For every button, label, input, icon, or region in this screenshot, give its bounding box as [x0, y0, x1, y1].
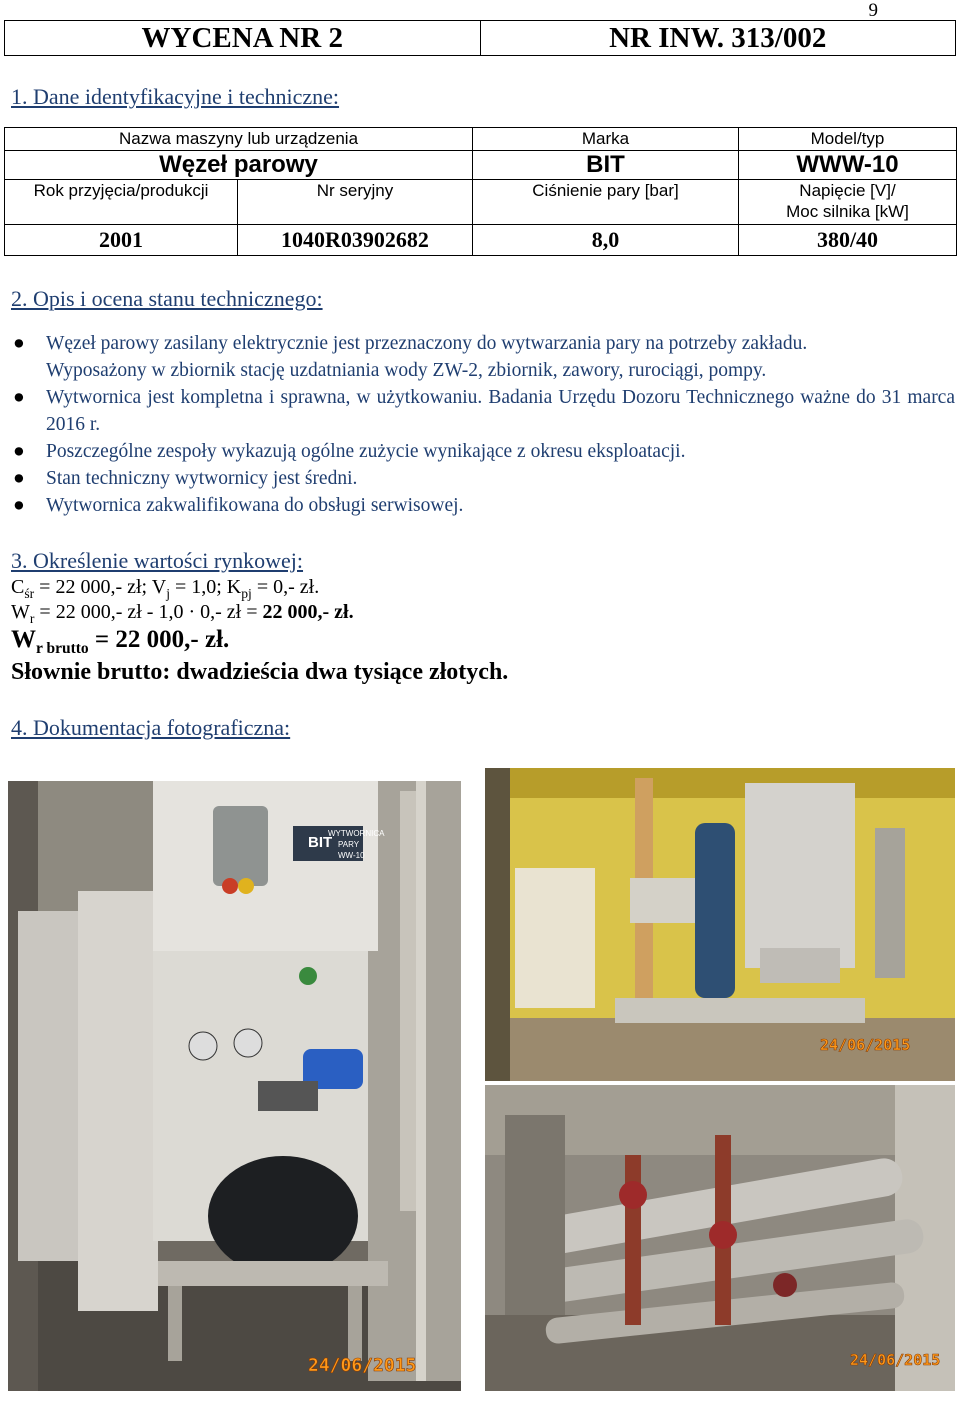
list-item: ● Stan techniczny wytwornicy jest średni. [0, 465, 955, 492]
description-list [0, 330, 955, 519]
spec-brand: BIT [473, 151, 739, 180]
page-number: 9 [868, 0, 878, 21]
machine-brand-text: BIT [308, 834, 333, 851]
machine-label-2: PARY [338, 840, 360, 849]
spec-voltage: 380/40 [739, 225, 957, 256]
bullet-icon: ● [13, 495, 25, 516]
gross-value-words: Słownie brutto: dwadzieścia dwa tysiące złotych. [11, 659, 509, 685]
valuation-number: WYCENA NR 2 [5, 21, 481, 56]
machine-model-text: WW-10 [338, 851, 365, 860]
spec-model: WWW-10 [739, 151, 957, 180]
list-item: ● Wytwornica jest kompletna i sprawna, w użytkowaniu. Badania Urzędu Dozoru Technicznego ważne do 31 marca 2016 r. [0, 384, 955, 438]
bullet-icon: ● [13, 468, 25, 489]
bullet-icon: ● [13, 333, 25, 354]
section-3-title: 3. Określenie wartości rynkowej: [11, 548, 304, 573]
photo-timestamp: 24/06/2015 [308, 1355, 417, 1376]
list-item: Wyposażony w zbiornik stację uzdatniania wody ZW-2, zbiornik, zawory, rurociągi, pompy. [46, 360, 767, 381]
photo-pipes-valves [485, 1085, 955, 1391]
inventory-number: NR INW. 313/002 [480, 21, 956, 56]
section-1-title: 1. Dane identyfikacyjne i techniczne: [11, 84, 340, 109]
bullet-icon: ● [13, 441, 25, 462]
spec-year: 2001 [5, 225, 238, 256]
list-item: ● Węzeł parowy zasilany elektrycznie jest przeznaczony do wytwarzania pary na potrzeby zakładu. [0, 330, 955, 357]
section-4-title: 4. Dokumentacja fotograficzna: [11, 715, 291, 740]
list-item: ● Wytwornica zakwalifikowana do obsługi serwisowej. [0, 492, 955, 519]
photo-water-treatment [485, 768, 955, 1081]
header-table [4, 20, 956, 56]
spec-header-name: Nazwa maszyny lub urządzenia [5, 128, 473, 151]
calc-line-2: $W_r = 22$ 000,- zł - 1,0 · 0,- zł = 22 000,- zł. [11, 601, 354, 626]
spec-header-pressure: Ciśnienie pary [bar] [473, 180, 739, 225]
gross-value: $W_{r brutto} = 22$ 000,- zł. [11, 626, 230, 657]
section-2-title: 2. Opis i ocena stanu technicznego: [11, 286, 323, 311]
list-item: ● Poszczególne zespoły wykazują ogólne zużycie wynikające z okresu eksploatacji. [0, 438, 955, 465]
spec-header-brand: Marka [473, 128, 739, 151]
spec-table [4, 127, 957, 256]
calc-line-1: $C_{śr} = 22$ 000,- zł; $V_j = 1,0$; $K_{pj} = 0,-$ zł. [11, 576, 320, 601]
bullet-icon: ● [13, 387, 25, 408]
spec-header-model: Model/typ [739, 128, 957, 151]
spec-name: Węzeł parowy [5, 151, 473, 180]
machine-label-1: WYTWORNICA [328, 829, 385, 838]
spec-serial: 1040R03902682 [238, 225, 473, 256]
spec-header-year: Rok przyjęcia/produkcji [5, 180, 238, 225]
spec-pressure: 8,0 [473, 225, 739, 256]
photo-steam-generator [8, 781, 461, 1391]
spec-header-serial: Nr seryjny [238, 180, 473, 225]
photo-timestamp: 24/06/2015 [850, 1351, 941, 1369]
spec-header-voltage: Napięcie [V]/ Moc silnika [kW] [739, 180, 957, 225]
photo-timestamp: 24/06/2015 [820, 1036, 911, 1054]
